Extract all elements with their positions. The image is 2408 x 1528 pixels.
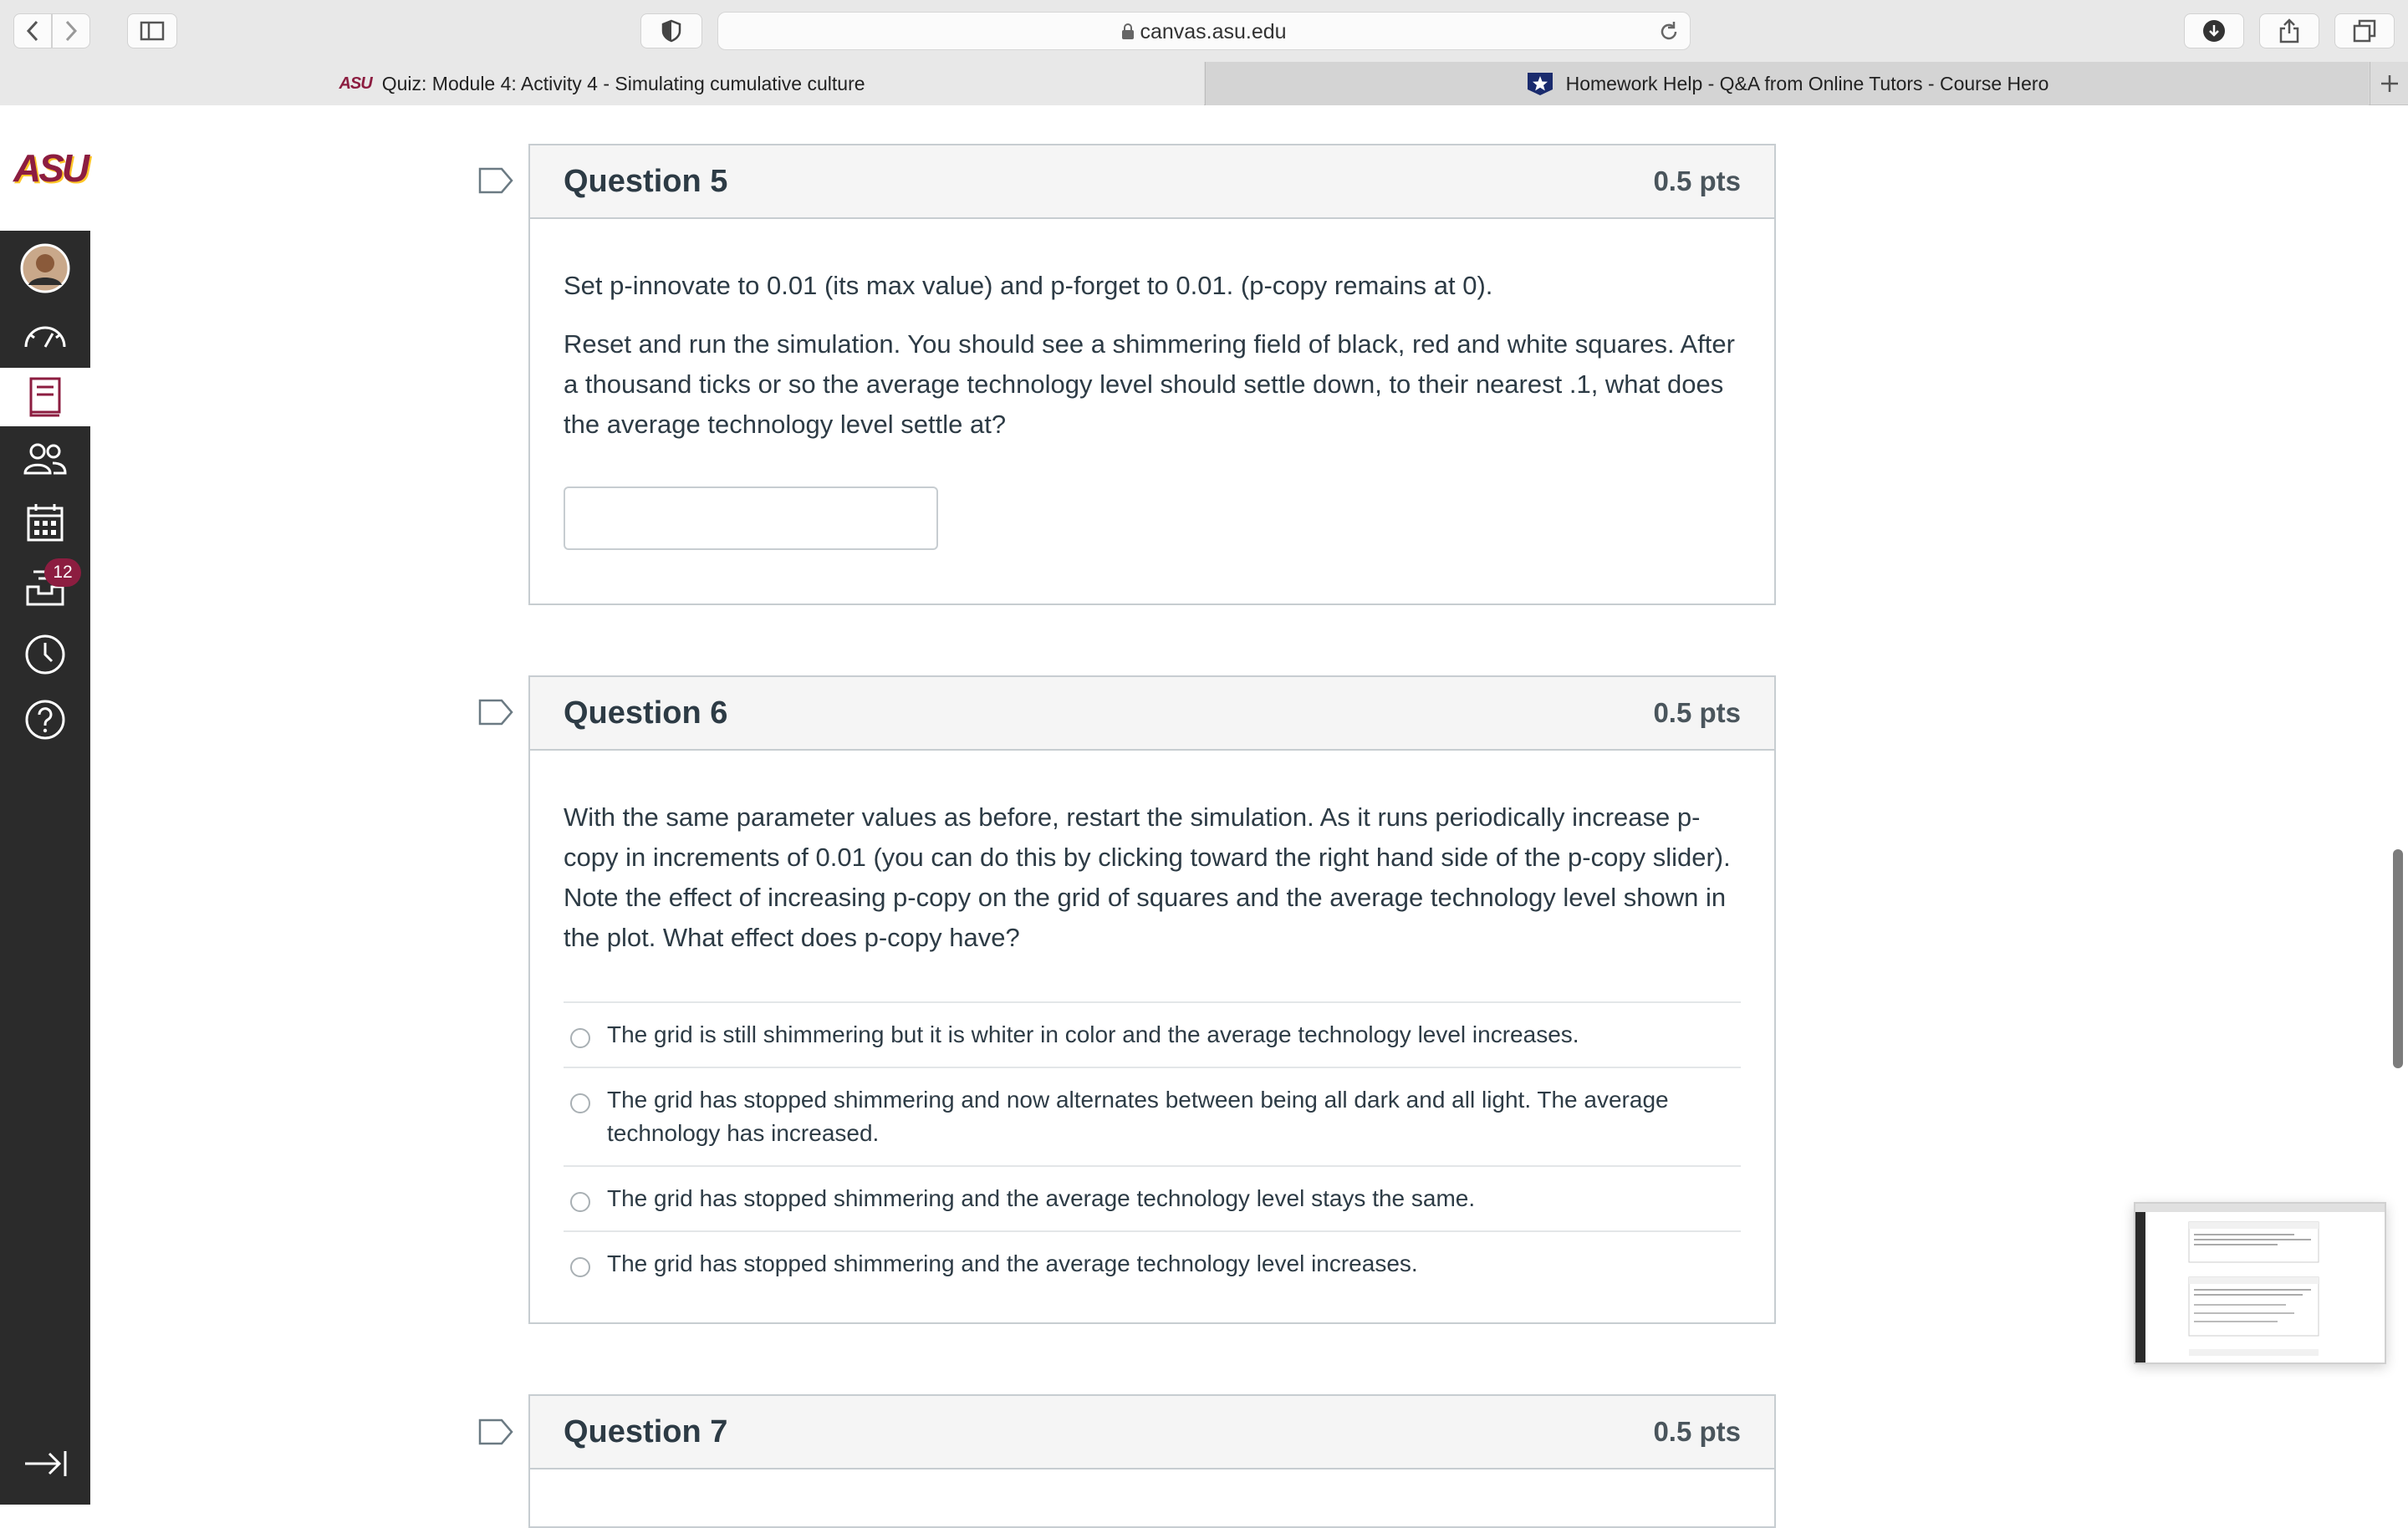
flag-question-icon[interactable] [478, 699, 513, 726]
question-title: Question 5 [564, 164, 728, 199]
privacy-report-button[interactable] [640, 13, 702, 48]
question-5-card [528, 144, 1776, 605]
sidebar-toggle-button[interactable] [127, 13, 177, 48]
radio-button[interactable] [570, 1093, 590, 1113]
question-6-card [528, 675, 1776, 1324]
page-scrollbar[interactable] [2393, 849, 2403, 1068]
share-icon [2278, 18, 2300, 43]
address-bar[interactable] [717, 12, 1691, 50]
nav-groups[interactable] [0, 430, 90, 488]
sidebar-icon [140, 21, 165, 41]
answer-label: The grid is still shimmering but it is whiter in color and the average technology level increases. [607, 1021, 1579, 1047]
reload-icon[interactable] [1658, 20, 1680, 43]
question-body [530, 266, 1774, 550]
radio-button[interactable] [570, 1192, 590, 1212]
clock-icon [24, 634, 66, 675]
radio-button[interactable] [570, 1257, 590, 1277]
courses-icon [28, 376, 63, 418]
tab-overview-button[interactable] [2334, 13, 2395, 48]
shield-icon [661, 19, 681, 43]
question-body [530, 797, 1774, 1296]
answer-input[interactable] [564, 486, 938, 550]
collapse-nav-button[interactable] [0, 1434, 90, 1493]
asu-logo[interactable] [0, 105, 90, 231]
flag-question-icon[interactable] [478, 167, 513, 194]
answer-label: The grid has stopped shimmering and the average technology level stays the same. [607, 1185, 1476, 1211]
tab-bar [0, 62, 2408, 105]
lock-icon [1121, 23, 1135, 40]
inbox-badge: 12 [44, 558, 81, 587]
dashboard-icon [23, 318, 68, 352]
question-points: 0.5 pts [1653, 166, 1741, 196]
tab-course-hero[interactable] [1205, 62, 2369, 105]
radio-button[interactable] [570, 1028, 590, 1048]
tab-title: Quiz: Module 4: Activity 4 - Simulating cumulative culture [381, 72, 865, 94]
answer-label: The grid has stopped shimmering and now alternates between being all dark and all light. The average technology has increased. [607, 1087, 1669, 1146]
collapse-icon [23, 1449, 68, 1478]
url: canvas.asu.edu [1140, 20, 1287, 43]
browser-toolbar [0, 0, 2408, 62]
nav-calendar[interactable] [0, 493, 90, 552]
asu-logo-text: ASU [13, 146, 88, 190]
answer-option[interactable] [564, 1003, 1741, 1068]
question-header [530, 145, 1774, 219]
answer-label: The grid has stopped shimmering and the average technology level increases. [607, 1250, 1418, 1276]
question-title: Question 6 [564, 695, 728, 731]
nav-account[interactable] [0, 239, 90, 298]
nav-courses[interactable] [0, 368, 90, 426]
downloads-button[interactable] [2184, 13, 2244, 48]
tabs-icon [2353, 19, 2376, 43]
plus-icon [2380, 74, 2400, 94]
chevron-left-icon [25, 20, 40, 42]
answer-option[interactable] [564, 1068, 1741, 1167]
nav-help[interactable] [0, 690, 90, 749]
tab-title: Homework Help - Q&A from Online Tutors - Course Hero [1565, 72, 2049, 94]
asu-favicon: ASU [339, 74, 372, 93]
question-header [530, 677, 1774, 751]
avatar [20, 243, 70, 293]
chevron-right-icon [64, 20, 79, 42]
answer-option[interactable] [564, 1167, 1741, 1232]
global-nav [0, 231, 90, 1505]
answer-list [564, 1001, 1741, 1296]
question-text: With the same parameter values as before, restart the simulation. As it runs periodically increase p-copy in increments of 0.01 (you can do this by clicking toward the right hand side of the p-copy slider). Note the effect of increasing p-copy on the grid of squares and the average technology level shown in the plot. What effect does p-copy have? [564, 802, 1731, 952]
url-text [718, 13, 1690, 51]
groups-icon [23, 441, 68, 476]
screenshot-thumbnail[interactable] [2134, 1202, 2386, 1364]
thumbnail-preview [2135, 1204, 2385, 1362]
nav-history[interactable] [0, 625, 90, 684]
answer-option[interactable] [564, 1232, 1741, 1296]
question-title: Question 7 [564, 1414, 728, 1449]
help-icon [24, 699, 66, 741]
tab-quiz[interactable] [0, 62, 1204, 105]
question-text: Set p-innovate to 0.01 (its max value) and p-forget to 0.01. (p-copy remains at 0). [564, 271, 1493, 300]
star-icon [1526, 71, 1554, 96]
flag-question-icon[interactable] [478, 1418, 513, 1445]
question-7-card [528, 1394, 1776, 1528]
question-points: 0.5 pts [1653, 697, 1741, 728]
forward-button[interactable] [52, 13, 90, 48]
nav-dashboard[interactable] [0, 306, 90, 364]
calendar-icon [26, 502, 64, 542]
question-text: Reset and run the simulation. You should see a shimmering field of black, red and white squares. After a thousand ticks or so the average technology level should settle down, to their nearest .1, what does the average technology level settle at? [564, 329, 1735, 439]
share-button[interactable] [2259, 13, 2319, 48]
question-points: 0.5 pts [1653, 1416, 1741, 1447]
back-button[interactable] [13, 13, 52, 48]
download-icon [2202, 19, 2226, 43]
new-tab-button[interactable] [2370, 62, 2408, 105]
question-header [530, 1396, 1774, 1469]
